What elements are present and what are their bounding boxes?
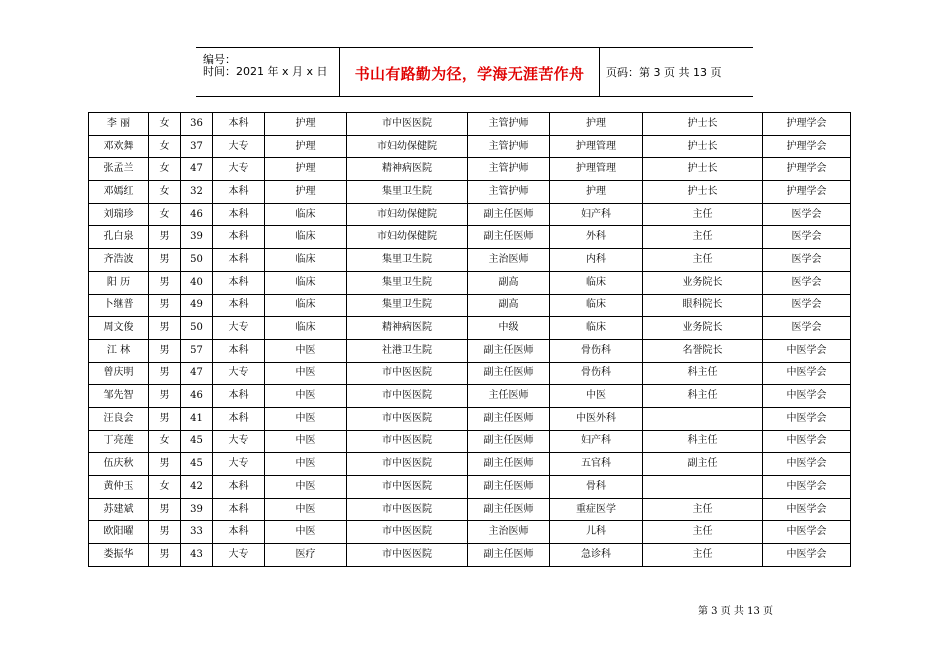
cell-society: 中医学会 [763, 476, 851, 499]
table-row [89, 339, 851, 362]
cell-specialty: 临床 [265, 271, 347, 294]
cell-title: 主管护师 [468, 158, 550, 181]
cell-hospital: 市中医医院 [347, 407, 468, 430]
cell-specialty: 中医 [265, 521, 347, 544]
cell-hospital: 集里卫生院 [347, 249, 468, 272]
cell-hospital: 市中医医院 [347, 498, 468, 521]
cell-position: 科主任 [643, 362, 763, 385]
cell-age: 57 [181, 339, 213, 362]
cell-position: 眼科院长 [643, 294, 763, 317]
cell-specialty: 护理 [265, 158, 347, 181]
page-number-label: 页码：第 3 页 共 13 页 [606, 66, 722, 79]
cell-specialty: 中医 [265, 498, 347, 521]
cell-name: 江 林 [89, 339, 149, 362]
cell-age: 49 [181, 294, 213, 317]
cell-gender: 女 [149, 203, 181, 226]
cell-department: 临床 [550, 317, 643, 340]
cell-gender: 女 [149, 181, 181, 204]
cell-gender: 女 [149, 158, 181, 181]
number-label: 编号： [203, 53, 236, 66]
cell-hospital: 市妇幼保健院 [347, 226, 468, 249]
cell-society: 护理学会 [763, 113, 851, 136]
cell-specialty: 护理 [265, 113, 347, 136]
cell-age: 50 [181, 249, 213, 272]
cell-specialty: 护理 [265, 181, 347, 204]
cell-department: 护理 [550, 181, 643, 204]
page-footer: 第 3 页 共 13 页 [698, 606, 773, 617]
cell-name: 邹先智 [89, 385, 149, 408]
table-row [89, 135, 851, 158]
cell-society: 中医学会 [763, 407, 851, 430]
cell-name: 张孟兰 [89, 158, 149, 181]
cell-title: 主治医师 [468, 249, 550, 272]
cell-society: 护理学会 [763, 181, 851, 204]
cell-society: 中医学会 [763, 544, 851, 567]
cell-department: 妇产科 [550, 203, 643, 226]
cell-society: 中医学会 [763, 453, 851, 476]
cell-education: 本科 [213, 521, 265, 544]
cell-hospital: 市妇幼保健院 [347, 135, 468, 158]
header-motto-cell [339, 48, 600, 96]
cell-gender: 女 [149, 430, 181, 453]
cell-title: 副高 [468, 294, 550, 317]
cell-position: 业务院长 [643, 317, 763, 340]
cell-age: 40 [181, 271, 213, 294]
cell-department: 中医 [550, 385, 643, 408]
cell-gender: 男 [149, 362, 181, 385]
date-label: 时间：2021 年 x 月 x 日 [203, 65, 328, 78]
cell-position: 副主任 [643, 453, 763, 476]
cell-title: 副高 [468, 271, 550, 294]
cell-age: 39 [181, 498, 213, 521]
cell-hospital: 集里卫生院 [347, 181, 468, 204]
cell-department: 五官科 [550, 453, 643, 476]
cell-gender: 男 [149, 271, 181, 294]
cell-age: 47 [181, 158, 213, 181]
header-info-cell [196, 48, 339, 96]
cell-age: 46 [181, 203, 213, 226]
cell-department: 儿科 [550, 521, 643, 544]
cell-society: 护理学会 [763, 135, 851, 158]
cell-department: 护理管理 [550, 135, 643, 158]
cell-department: 护理管理 [550, 158, 643, 181]
cell-title: 主管护师 [468, 181, 550, 204]
cell-society: 医学会 [763, 317, 851, 340]
cell-department: 骨伤科 [550, 339, 643, 362]
cell-hospital: 市中医医院 [347, 453, 468, 476]
cell-society: 中医学会 [763, 339, 851, 362]
cell-hospital: 市中医医院 [347, 521, 468, 544]
cell-education: 本科 [213, 226, 265, 249]
cell-specialty: 中医 [265, 339, 347, 362]
cell-hospital: 市中医医院 [347, 430, 468, 453]
cell-title: 副主任医师 [468, 453, 550, 476]
table-row [89, 249, 851, 272]
cell-department: 骨伤科 [550, 362, 643, 385]
cell-position: 主任 [643, 544, 763, 567]
table-row [89, 294, 851, 317]
cell-education: 本科 [213, 271, 265, 294]
cell-name: 伍庆秋 [89, 453, 149, 476]
cell-age: 36 [181, 113, 213, 136]
table-row [89, 113, 851, 136]
table-row [89, 226, 851, 249]
cell-title: 副主任医师 [468, 407, 550, 430]
cell-gender: 女 [149, 476, 181, 499]
cell-position: 科主任 [643, 430, 763, 453]
cell-specialty: 中医 [265, 430, 347, 453]
cell-age: 45 [181, 430, 213, 453]
cell-gender: 男 [149, 294, 181, 317]
cell-gender: 男 [149, 498, 181, 521]
cell-hospital: 市中医医院 [347, 113, 468, 136]
cell-society: 护理学会 [763, 158, 851, 181]
cell-department: 临床 [550, 271, 643, 294]
cell-education: 本科 [213, 339, 265, 362]
cell-hospital: 集里卫生院 [347, 271, 468, 294]
cell-specialty: 中医 [265, 476, 347, 499]
cell-department: 妇产科 [550, 430, 643, 453]
cell-society: 医学会 [763, 203, 851, 226]
cell-name: 娄振华 [89, 544, 149, 567]
cell-society: 中医学会 [763, 521, 851, 544]
table-row [89, 430, 851, 453]
cell-title: 副主任医师 [468, 226, 550, 249]
cell-society: 中医学会 [763, 362, 851, 385]
cell-name: 汪良会 [89, 407, 149, 430]
cell-gender: 女 [149, 135, 181, 158]
cell-age: 39 [181, 226, 213, 249]
cell-department: 临床 [550, 294, 643, 317]
cell-department: 中医外科 [550, 407, 643, 430]
cell-education: 本科 [213, 203, 265, 226]
cell-education: 本科 [213, 181, 265, 204]
cell-gender: 男 [149, 226, 181, 249]
table-row [89, 544, 851, 567]
cell-position: 护士长 [643, 113, 763, 136]
cell-education: 大专 [213, 430, 265, 453]
cell-gender: 男 [149, 407, 181, 430]
cell-education: 大专 [213, 317, 265, 340]
cell-title: 副主任医师 [468, 203, 550, 226]
cell-name: 刘瑞珍 [89, 203, 149, 226]
cell-title: 中级 [468, 317, 550, 340]
cell-position: 护士长 [643, 135, 763, 158]
cell-name: 邓嫣红 [89, 181, 149, 204]
cell-specialty: 临床 [265, 226, 347, 249]
member-table-body [89, 113, 851, 567]
cell-gender: 男 [149, 385, 181, 408]
motto-text: 书山有路勤为径，学海无涯苦作舟 [354, 65, 585, 83]
table-row [89, 476, 851, 499]
cell-age: 47 [181, 362, 213, 385]
cell-hospital: 市中医医院 [347, 544, 468, 567]
cell-society: 医学会 [763, 271, 851, 294]
cell-education: 本科 [213, 113, 265, 136]
table-row [89, 453, 851, 476]
cell-education: 本科 [213, 294, 265, 317]
cell-title: 副主任医师 [468, 476, 550, 499]
cell-hospital: 集里卫生院 [347, 294, 468, 317]
cell-gender: 男 [149, 249, 181, 272]
table-row [89, 521, 851, 544]
cell-department: 骨科 [550, 476, 643, 499]
cell-age: 46 [181, 385, 213, 408]
cell-hospital: 社港卫生院 [347, 339, 468, 362]
cell-age: 45 [181, 453, 213, 476]
cell-position: 主任 [643, 521, 763, 544]
cell-society: 医学会 [763, 226, 851, 249]
member-table [88, 112, 851, 567]
cell-age: 50 [181, 317, 213, 340]
cell-age: 42 [181, 476, 213, 499]
cell-age: 43 [181, 544, 213, 567]
cell-title: 主任医师 [468, 385, 550, 408]
cell-society: 中医学会 [763, 430, 851, 453]
cell-specialty: 中医 [265, 385, 347, 408]
cell-gender: 男 [149, 339, 181, 362]
cell-specialty: 临床 [265, 317, 347, 340]
page-header [196, 47, 753, 97]
cell-position: 护士长 [643, 181, 763, 204]
cell-age: 37 [181, 135, 213, 158]
cell-position: 名誉院长 [643, 339, 763, 362]
cell-name: 齐浩波 [89, 249, 149, 272]
cell-hospital: 市妇幼保健院 [347, 203, 468, 226]
cell-name: 邓欢舞 [89, 135, 149, 158]
table-row [89, 181, 851, 204]
cell-age: 41 [181, 407, 213, 430]
cell-title: 主管护师 [468, 113, 550, 136]
cell-specialty: 医疗 [265, 544, 347, 567]
cell-position: 护士长 [643, 158, 763, 181]
cell-position [643, 476, 763, 499]
cell-position: 科主任 [643, 385, 763, 408]
cell-education: 本科 [213, 385, 265, 408]
cell-gender: 男 [149, 453, 181, 476]
cell-name: 周文俊 [89, 317, 149, 340]
cell-name: 孔白泉 [89, 226, 149, 249]
cell-specialty: 护理 [265, 135, 347, 158]
cell-education: 本科 [213, 498, 265, 521]
cell-education: 本科 [213, 476, 265, 499]
cell-name: 曾庆明 [89, 362, 149, 385]
cell-hospital: 市中医医院 [347, 385, 468, 408]
cell-hospital: 市中医医院 [347, 362, 468, 385]
cell-education: 大专 [213, 135, 265, 158]
cell-society: 医学会 [763, 249, 851, 272]
cell-specialty: 中医 [265, 362, 347, 385]
cell-position: 主任 [643, 203, 763, 226]
cell-gender: 女 [149, 113, 181, 136]
cell-department: 护理 [550, 113, 643, 136]
cell-department: 内科 [550, 249, 643, 272]
cell-title: 副主任医师 [468, 362, 550, 385]
cell-title: 副主任医师 [468, 498, 550, 521]
cell-specialty: 临床 [265, 294, 347, 317]
table-row [89, 498, 851, 521]
cell-position: 主任 [643, 249, 763, 272]
cell-name: 苏建斌 [89, 498, 149, 521]
cell-name: 阳 历 [89, 271, 149, 294]
cell-title: 副主任医师 [468, 430, 550, 453]
cell-hospital: 精神病医院 [347, 158, 468, 181]
table-row [89, 203, 851, 226]
cell-hospital: 市中医医院 [347, 476, 468, 499]
cell-department: 重症医学 [550, 498, 643, 521]
cell-department: 急诊科 [550, 544, 643, 567]
cell-age: 33 [181, 521, 213, 544]
table-row [89, 385, 851, 408]
cell-specialty: 临床 [265, 249, 347, 272]
cell-name: 欧阳曜 [89, 521, 149, 544]
cell-education: 大专 [213, 453, 265, 476]
table-row [89, 271, 851, 294]
table-row [89, 407, 851, 430]
cell-society: 中医学会 [763, 385, 851, 408]
cell-specialty: 中医 [265, 407, 347, 430]
cell-position [643, 407, 763, 430]
cell-title: 主治医师 [468, 521, 550, 544]
cell-education: 大专 [213, 362, 265, 385]
cell-title: 主管护师 [468, 135, 550, 158]
cell-hospital: 精神病医院 [347, 317, 468, 340]
table-row [89, 362, 851, 385]
cell-education: 大专 [213, 544, 265, 567]
cell-name: 丁亮莲 [89, 430, 149, 453]
cell-gender: 男 [149, 544, 181, 567]
cell-name: 卜继普 [89, 294, 149, 317]
cell-gender: 男 [149, 521, 181, 544]
cell-position: 业务院长 [643, 271, 763, 294]
cell-education: 大专 [213, 158, 265, 181]
cell-gender: 男 [149, 317, 181, 340]
table-row [89, 158, 851, 181]
cell-society: 中医学会 [763, 498, 851, 521]
cell-name: 李 丽 [89, 113, 149, 136]
cell-specialty: 临床 [265, 203, 347, 226]
table-row [89, 317, 851, 340]
cell-title: 副主任医师 [468, 544, 550, 567]
cell-name: 黄仲玉 [89, 476, 149, 499]
cell-position: 主任 [643, 498, 763, 521]
cell-title: 副主任医师 [468, 339, 550, 362]
cell-position: 主任 [643, 226, 763, 249]
cell-department: 外科 [550, 226, 643, 249]
cell-education: 本科 [213, 407, 265, 430]
cell-education: 本科 [213, 249, 265, 272]
header-page-cell [600, 48, 752, 96]
cell-age: 32 [181, 181, 213, 204]
cell-society: 医学会 [763, 294, 851, 317]
cell-specialty: 中医 [265, 453, 347, 476]
